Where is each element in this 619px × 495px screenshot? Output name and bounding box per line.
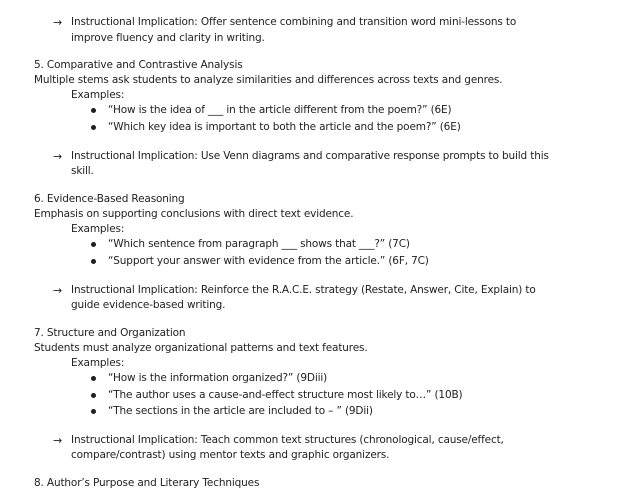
section7-examples-label: Examples: xyxy=(71,357,125,369)
section7-heading: 7. Structure and Organization xyxy=(34,327,186,339)
section6-example-2: “Support your answer with evidence from the article.” (6F, 7C) xyxy=(108,255,429,267)
section8-heading: 8. Author’s Purpose and Literary Techniques xyxy=(34,477,260,489)
section6-description: Emphasis on supporting conclusions with direct text evidence. xyxy=(34,208,354,220)
bullet-icon xyxy=(91,242,96,247)
section7-example-3: “The sections in the article are included to – ” (9Dii) xyxy=(108,405,373,417)
section6-implication-line2: guide evidence-based writing. xyxy=(71,299,226,311)
section7-example-1: “How is the information organized?” (9Diii) xyxy=(108,372,328,384)
section7-implication-line2: compare/contrast) using mentor texts and graphic organizers. xyxy=(71,449,390,461)
section5-examples-label: Examples: xyxy=(71,89,125,101)
bullet-icon xyxy=(91,409,96,414)
bullet-icon xyxy=(91,259,96,264)
arrow-icon: → xyxy=(53,434,63,447)
section5-description: Multiple stems ask students to analyze similarities and differences across texts and genres. xyxy=(34,74,503,86)
section7-example-2: “The author uses a cause-and-effect structure most likely to…” (10B) xyxy=(108,389,463,401)
section7-implication-line1: Instructional Implication: Teach common text structures (chronological, cause/effect, xyxy=(71,434,504,446)
bullet-icon xyxy=(91,125,96,130)
section5-example-1: “How is the idea of ___ in the article different from the poem?” (6E) xyxy=(108,104,452,116)
section5-heading: 5. Comparative and Contrastive Analysis xyxy=(34,59,243,71)
section4-implication-line2: improve fluency and clarity in writing. xyxy=(71,32,265,44)
section5-implication-line2: skill. xyxy=(71,165,94,177)
section5-example-2: “Which key idea is important to both the article and the poem?” (6E) xyxy=(108,121,461,133)
section7-description: Students must analyze organizational patterns and text features. xyxy=(34,342,368,354)
section4-implication-line1: Instructional Implication: Offer sentence combining and transition word mini-lessons to xyxy=(71,16,517,28)
bullet-icon xyxy=(91,376,96,381)
section6-examples-label: Examples: xyxy=(71,223,125,235)
section5-implication-line1: Instructional Implication: Use Venn diagrams and comparative response prompts to build this xyxy=(71,150,549,162)
section6-heading: 6. Evidence-Based Reasoning xyxy=(34,193,185,205)
section6-example-1: “Which sentence from paragraph ___ shows that ___?” (7C) xyxy=(108,238,410,250)
section6-implication-line1: Instructional Implication: Reinforce the R.A.C.E. strategy (Restate, Answer, Cite, Explain) to xyxy=(71,284,536,296)
arrow-icon: → xyxy=(53,150,63,163)
bullet-icon xyxy=(91,108,96,113)
arrow-icon: → xyxy=(53,284,63,297)
arrow-icon: → xyxy=(53,16,63,29)
bullet-icon xyxy=(91,393,96,398)
